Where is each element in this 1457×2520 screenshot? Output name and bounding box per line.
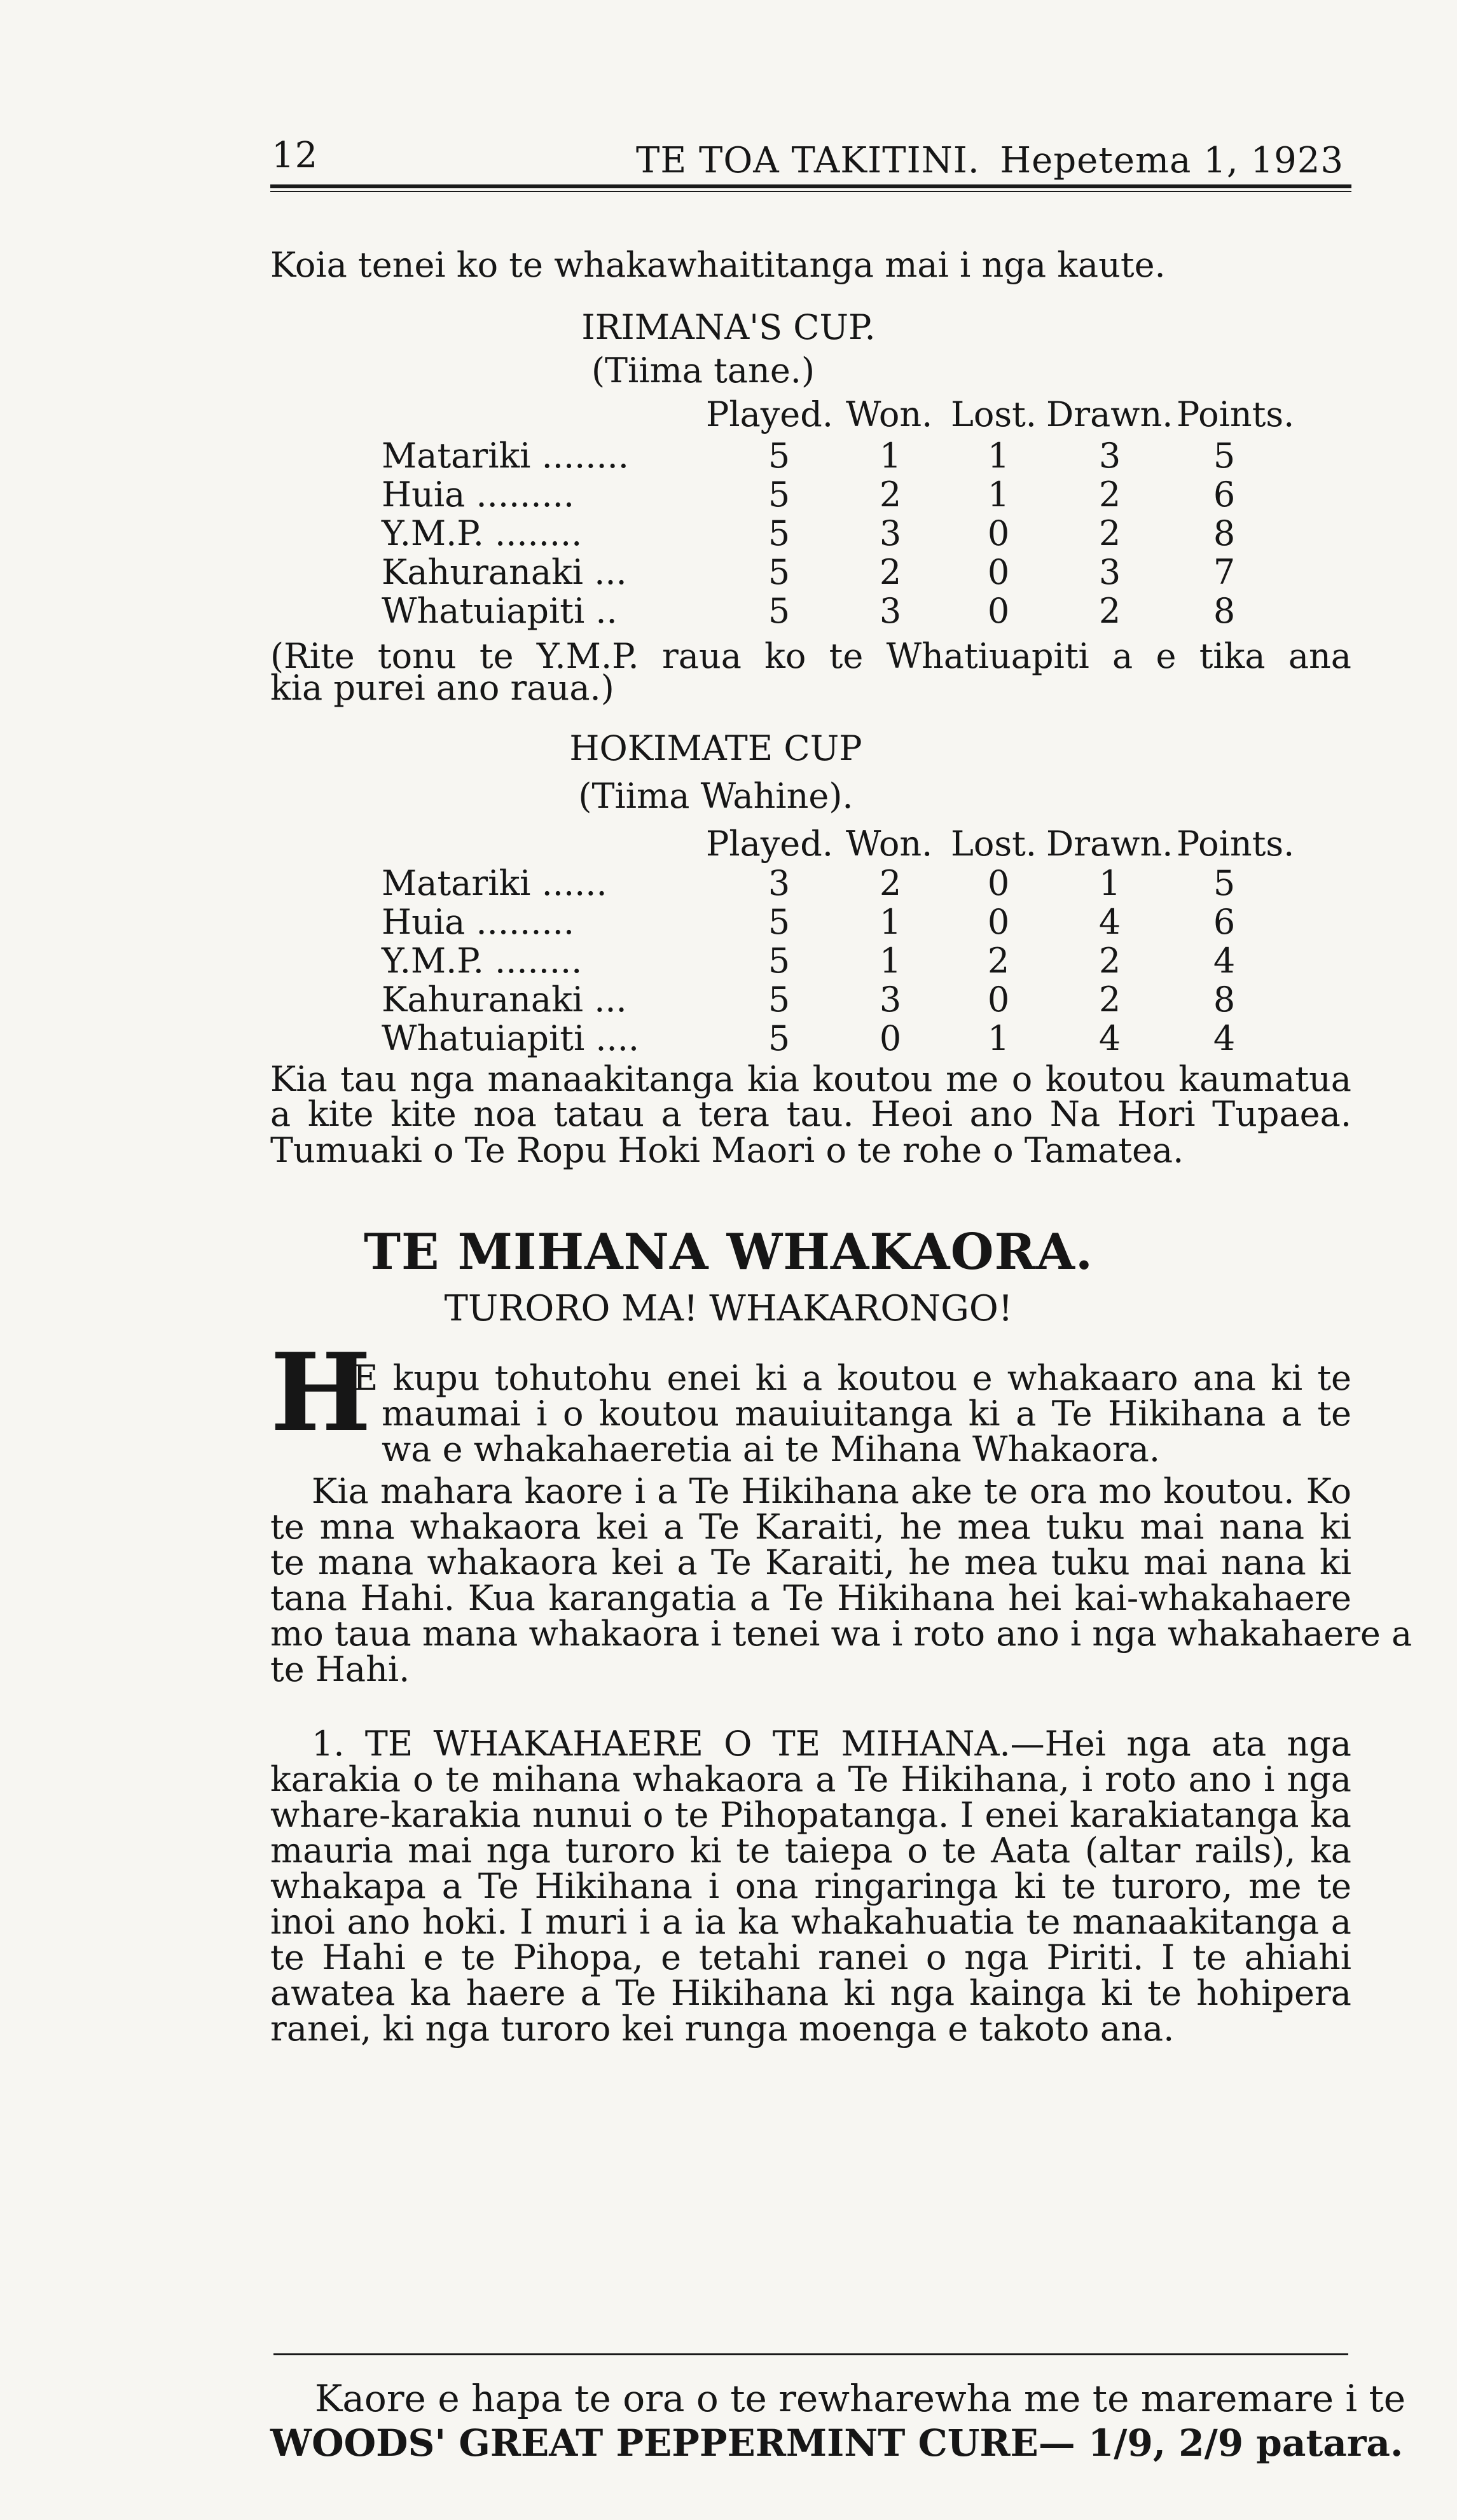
drop-cap: H <box>270 1329 371 1455</box>
table-cell: 1 <box>879 941 902 981</box>
table-cell: 5 <box>768 1018 791 1058</box>
table-cell: 5 <box>768 513 791 553</box>
table-cell: 4 <box>1213 1018 1236 1058</box>
paragraph-line: te Hahi. <box>270 1649 410 1689</box>
paragraph-line: awatea ka haere a Te Hikihana ki nga kainga ki te hohipera <box>270 1973 1351 2013</box>
table-cell: 0 <box>987 591 1010 631</box>
table2-subtitle: (Tiima Wahine). <box>578 776 853 816</box>
table-cell: 5 <box>768 591 791 631</box>
paragraph-line: tana Hahi. Kua karangatia a Te Hikihana hei kai-whakahaere <box>270 1578 1351 1618</box>
table1-note-line1: (Rite tonu te Y.M.P. raua ko te Whatiuapiti a e tika ana <box>270 636 1351 676</box>
table-cell: 1 <box>987 474 1010 515</box>
table-cell: 2 <box>1098 980 1121 1020</box>
table-cell: 6 <box>1213 474 1236 515</box>
publication-title: TE TOA TAKITINI. <box>636 140 980 181</box>
table1-title: IRIMANA'S CUP. <box>581 307 876 347</box>
table-cell: 4 <box>1098 1018 1121 1058</box>
table-cell: 1 <box>879 902 902 942</box>
table-cell: 8 <box>1213 980 1236 1020</box>
paragraph-line: whare-karakia nunui o te Pihopatanga. I enei karakiatanga ka <box>270 1795 1351 1835</box>
advert-line1: Kaore e hapa te ora o te rewharewha me te maremare i te <box>315 2377 1406 2420</box>
column-header: Points. <box>1177 394 1295 434</box>
team-name: Whatuiapiti .... <box>382 1018 640 1058</box>
table-cell: 4 <box>1213 941 1236 981</box>
team-name: Kahuranaki ... <box>382 980 627 1020</box>
table-cell: 1 <box>1098 863 1121 903</box>
table-cell: 5 <box>768 902 791 942</box>
advert-line2: WOODS' GREAT PEPPERMINT CURE— 1/9, 2/9 patara. <box>270 2421 1404 2465</box>
paragraph-line: te mana whakaora kei a Te Karaiti, he mea tuku mai nana ki <box>270 1542 1351 1582</box>
table-cell: 3 <box>879 980 902 1020</box>
team-name: Y.M.P. ........ <box>382 941 583 981</box>
paragraph-line: wa e whakahaeretia ai te Mihana Whakaora. <box>382 1429 1161 1469</box>
table-cell: 5 <box>768 941 791 981</box>
team-name: Huia ......... <box>382 474 574 515</box>
column-header: Played. <box>706 394 833 434</box>
table-cell: 5 <box>1213 436 1236 476</box>
table-cell: 5 <box>768 980 791 1020</box>
team-name: Y.M.P. ........ <box>382 513 583 553</box>
paragraph-line: whakapa a Te Hikihana i ona ringaringa ki te turoro, me te <box>270 1866 1351 1906</box>
table-cell: 5 <box>768 474 791 515</box>
page-header <box>270 135 1351 186</box>
table-cell: 5 <box>768 436 791 476</box>
column-header: Lost. <box>951 394 1037 434</box>
table-cell: 7 <box>1213 552 1236 592</box>
table-cell: 4 <box>1098 902 1121 942</box>
table-cell: 6 <box>1213 902 1236 942</box>
table-cell: 2 <box>1098 591 1121 631</box>
table-cell: 0 <box>987 863 1010 903</box>
table-cell: 1 <box>987 436 1010 476</box>
team-name: Matariki ........ <box>382 436 629 476</box>
team-name: Huia ......... <box>382 902 574 942</box>
paragraph-line: te Hahi e te Pihopa, e tetahi ranei o nga Piriti. I te ahiahi <box>270 1937 1351 1977</box>
table-cell: 5 <box>768 552 791 592</box>
column-header: Lost. <box>951 824 1037 864</box>
column-header: Won. <box>846 394 933 434</box>
table1-subtitle: (Tiima tane.) <box>591 350 815 391</box>
column-header: Drawn. <box>1046 824 1173 864</box>
team-name: Matariki ...... <box>382 863 607 903</box>
advert-rule <box>273 2353 1348 2355</box>
table1-note-line2: kia purei ano raua.) <box>270 668 614 708</box>
table-cell: 0 <box>987 552 1010 592</box>
table-cell: 3 <box>1098 552 1121 592</box>
table-cell: 0 <box>987 513 1010 553</box>
paragraph-line: Kia mahara kaore i a Te Hikihana ake te ora mo koutou. Ko <box>312 1471 1351 1511</box>
intro-line: Koia tenei ko te whakawhaititanga mai i nga kaute. <box>270 245 1166 285</box>
closing-line1: Kia tau nga manaakitanga kia koutou me o koutou kaumatua <box>270 1059 1351 1099</box>
closing-line2: a kite kite noa tatau a tera tau. Heoi ano Na Hori Tupaea. <box>270 1094 1351 1134</box>
table-cell: 0 <box>879 1018 902 1058</box>
table-cell: 5 <box>1213 863 1236 903</box>
table-cell: 2 <box>879 863 902 903</box>
paragraph-line: te mna whakaora kei a Te Karaiti, he mea tuku mai nana ki <box>270 1507 1351 1547</box>
table-cell: 0 <box>987 980 1010 1020</box>
paragraph-line: ranei, ki nga turoro kei runga moenga e takoto ana. <box>270 2009 1175 2049</box>
paragraph-line: mauria mai nga turoro ki te taiepa o te Aata (altar rails), ka <box>270 1831 1351 1871</box>
table-cell: 3 <box>879 591 902 631</box>
team-name: Whatuiapiti .. <box>382 591 618 631</box>
column-header: Played. <box>706 824 833 864</box>
column-header: Won. <box>846 824 933 864</box>
article-subtitle: TURORO MA! WHAKARONGO! <box>444 1288 1013 1329</box>
table-cell: 0 <box>987 902 1010 942</box>
article-title: TE MIHANA WHAKAORA. <box>363 1223 1094 1281</box>
table-cell: 2 <box>879 552 902 592</box>
paragraph-line: E kupu tohutohu enei ki a koutou e whakaaro ana ki te <box>353 1358 1351 1398</box>
issue-date: Hepetema 1, 1923 <box>1000 140 1344 181</box>
team-name: Kahuranaki ... <box>382 552 627 592</box>
page-number: 12 <box>272 135 319 176</box>
table-cell: 2 <box>1098 513 1121 553</box>
paragraph-line: mo taua mana whakaora i tenei wa i roto ano i nga whakahaere a <box>270 1614 1412 1654</box>
paragraph-line: 1. TE WHAKAHAERE O TE MIHANA.—Hei nga ata nga <box>312 1724 1351 1764</box>
column-header: Points. <box>1177 824 1295 864</box>
table-cell: 2 <box>879 474 902 515</box>
table-cell: 3 <box>1098 436 1121 476</box>
table-cell: 2 <box>1098 941 1121 981</box>
table-cell: 3 <box>879 513 902 553</box>
table-cell: 1 <box>987 1018 1010 1058</box>
table-cell: 2 <box>1098 474 1121 515</box>
table2-title: HOKIMATE CUP <box>569 728 862 768</box>
table-cell: 8 <box>1213 513 1236 553</box>
column-header: Drawn. <box>1046 394 1173 434</box>
paragraph-line: maumai i o koutou mauiuitanga ki a Te Hikihana a te <box>382 1394 1351 1434</box>
table-cell: 2 <box>987 941 1010 981</box>
header-rule <box>270 184 1351 188</box>
closing-line3: Tumuaki o Te Ropu Hoki Maori o te rohe o Tamatea. <box>270 1130 1184 1170</box>
paragraph-line: inoi ano hoki. I muri i a ia ka whakahuatia te manaakitanga a <box>270 1902 1351 1942</box>
paragraph-line: karakia o te mihana whakaora a Te Hikihana, i roto ano i nga <box>270 1759 1351 1799</box>
table-cell: 8 <box>1213 591 1236 631</box>
header-rule-thin <box>270 191 1351 192</box>
table-cell: 1 <box>879 436 902 476</box>
table-cell: 3 <box>768 863 791 903</box>
